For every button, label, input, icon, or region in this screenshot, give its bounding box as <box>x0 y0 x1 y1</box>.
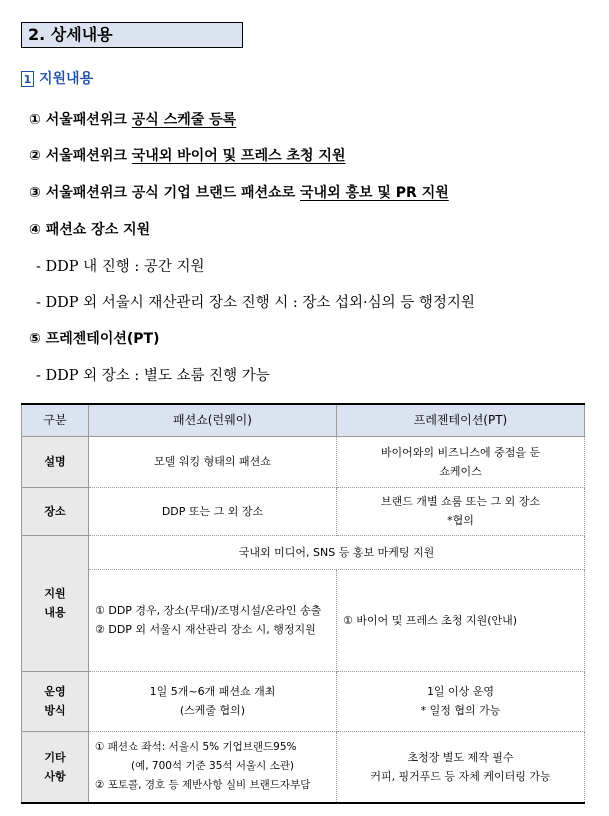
cell-line: ① DDP 경우, 장소(무대)/조명시설/온라인 송출 <box>95 604 322 617</box>
table-row <box>22 671 585 731</box>
cell-fashion-etc <box>89 731 337 803</box>
cell-pt-desc <box>337 436 585 487</box>
cell-fashion-support <box>89 569 337 671</box>
cell-fashion-desc: 모델 워킹 형태의 패션쇼 <box>89 436 337 487</box>
item-text: 서울패션위크 <box>45 112 132 128</box>
cell-line: 커피, 핑거푸드 등 자체 케이터링 가능 <box>370 769 551 783</box>
header-presentation: 프레젠테이션(PT) <box>337 404 585 436</box>
cell-line: *협의 <box>447 514 474 527</box>
cell-pt-etc <box>337 731 585 803</box>
cell-line: 쇼케이스 <box>439 464 482 478</box>
table-header-row <box>22 404 585 436</box>
table-row <box>22 535 585 569</box>
cell-line: ② 포토콜, 경호 등 제반사항 실비 브랜드자부담 <box>95 779 311 792</box>
sub-heading-number: 1 <box>21 71 34 87</box>
item-underlined-text: 국내외 홍보 및 PR 지원 <box>300 185 449 201</box>
item-text: 서울패션위크 공식 기업 브랜드 패션쇼로 <box>45 185 301 201</box>
header-category: 구분 <box>22 404 89 436</box>
label-line: 운영 <box>44 685 66 698</box>
table-row <box>22 436 585 487</box>
section-title: 2. 상세내용 <box>21 22 243 48</box>
cell-pt-support: ① 바이어 및 프레스 초청 지원(안내) <box>337 569 585 671</box>
cell-line: 1일 이상 운영 <box>426 685 495 698</box>
cell-line: ① 패션쇼 좌석: 서울시 5% 기업브랜드95% <box>95 741 297 754</box>
item-4 <box>29 219 150 239</box>
item-number: ④ <box>29 222 41 238</box>
item-number: ② <box>29 148 41 164</box>
item-text: 프레젠테이션(PT) <box>45 331 160 347</box>
sub-heading <box>21 68 93 88</box>
table-row <box>22 487 585 535</box>
cell-line: (예, 700석 기준 35석 서울시 소관) <box>130 760 295 773</box>
cell-pt-ops <box>337 671 585 731</box>
row-label: 장소 <box>22 487 89 535</box>
table-row <box>22 569 585 671</box>
cell-support-common: 국내외 미디어, SNS 등 홍보 마케팅 지원 <box>89 535 585 569</box>
cell-line: ② DDP 외 서울시 재산관리 장소 시, 행정지원 <box>95 623 316 636</box>
label-line: 지원 <box>44 587 66 600</box>
row-label <box>22 535 89 671</box>
cell-line: 바이어와의 비즈니스에 중점을 둔 <box>380 445 541 459</box>
sub-item-showroom: - DDP 외 장소 : 별도 쇼룸 진행 가능 <box>36 368 270 384</box>
item-2 <box>29 145 345 165</box>
label-line: 방식 <box>44 704 66 717</box>
row-label: 설명 <box>22 436 89 487</box>
label-line: 사항 <box>44 769 66 783</box>
item-text: 패션쇼 장소 지원 <box>45 222 151 238</box>
cell-line: 초청장 별도 제작 필수 <box>407 750 514 764</box>
header-fashion-show: 패션쇼(런웨이) <box>89 404 337 436</box>
sub-item-ddp-inside: - DDP 내 진행 : 공간 지원 <box>36 259 205 275</box>
cell-fashion-ops <box>89 671 337 731</box>
sub-item-ddp-outside: - DDP 외 서울시 재산관리 장소 진행 시 : 장소 섭외·심의 등 행정지원 <box>36 295 475 311</box>
cell-line: * 일정 협의 가능 <box>420 704 501 717</box>
item-5 <box>29 328 160 348</box>
item-underlined-text: 국내외 바이어 및 프레스 초청 지원 <box>131 148 346 164</box>
detail-table <box>21 403 585 804</box>
sub-heading-text: 지원내용 <box>39 71 94 87</box>
item-3 <box>29 182 449 202</box>
cell-fashion-venue: DDP 또는 그 외 장소 <box>89 487 337 535</box>
item-1 <box>29 109 236 129</box>
row-label <box>22 731 89 803</box>
cell-line: 브랜드 개별 쇼룸 또는 그 외 장소 <box>380 495 541 508</box>
cell-line: 1일 5개~6개 패션쇼 개최 <box>149 685 276 698</box>
item-number: ① <box>29 112 41 128</box>
item-number: ⑤ <box>29 331 41 347</box>
item-underlined-text: 공식 스케줄 등록 <box>131 112 237 128</box>
item-text: 서울패션위크 <box>45 148 132 164</box>
table-row <box>22 731 585 803</box>
label-line: 내용 <box>44 606 66 619</box>
row-label <box>22 671 89 731</box>
cell-pt-venue <box>337 487 585 535</box>
cell-line: (스케줄 협의) <box>179 704 246 717</box>
item-number: ③ <box>29 185 41 201</box>
label-line: 기타 <box>44 750 66 764</box>
